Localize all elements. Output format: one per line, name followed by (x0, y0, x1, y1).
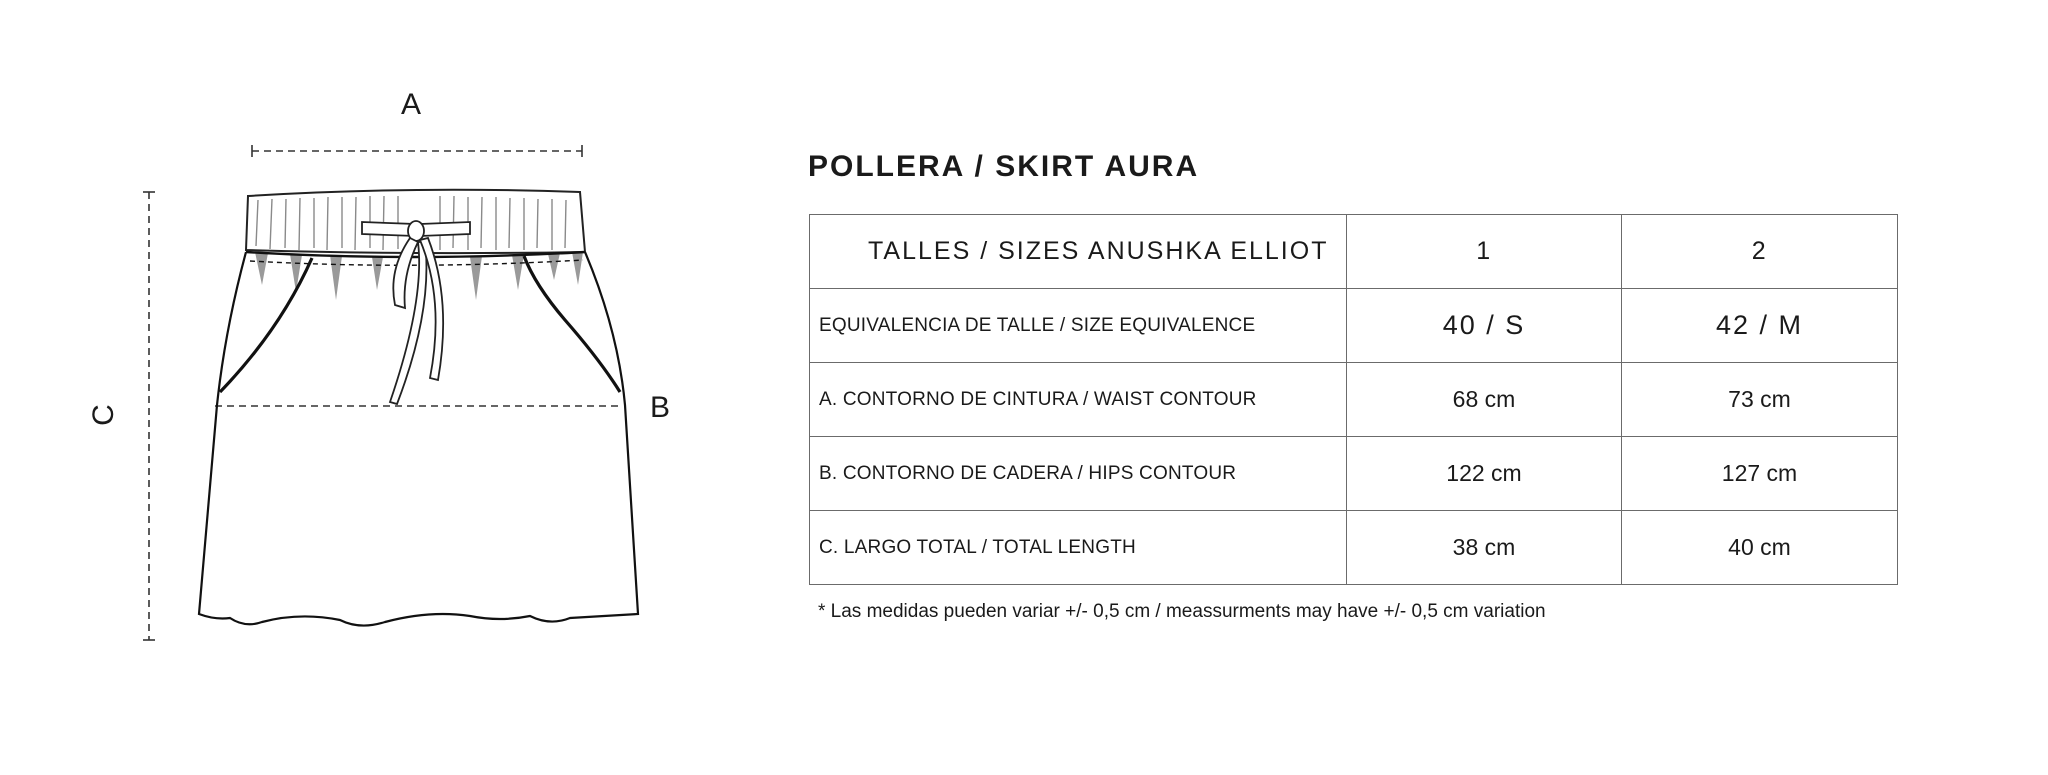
cell-size-1-hips: 122 cm (1347, 437, 1622, 511)
table-row (810, 511, 1898, 585)
row-label-waist: A. CONTORNO DE CINTURA / WAIST CONTOUR (810, 363, 1347, 437)
row-label-size-equivalence: EQUIVALENCIA DE TALLE / SIZE EQUIVALENCE (810, 289, 1347, 363)
measurement-note: * Las medidas pueden variar +/- 0,5 cm / meassurments may have +/- 0,5 cm variation (818, 601, 1546, 622)
dimension-c-label: C (86, 404, 120, 426)
size-chart-table (809, 214, 1898, 585)
cell-size-2-hips: 127 cm (1622, 437, 1898, 511)
table-header-row (810, 215, 1898, 289)
cell-size-1-equivalence: 40 / S (1347, 289, 1622, 363)
table-row (810, 289, 1898, 363)
table-row (810, 437, 1898, 511)
skirt-diagram (0, 0, 760, 775)
table-row (810, 363, 1898, 437)
cell-size-2-length: 40 cm (1622, 511, 1898, 585)
dimension-a-label: A (401, 88, 422, 121)
cell-size-1-length: 38 cm (1347, 511, 1622, 585)
skirt-sketch (0, 0, 760, 775)
cell-size-1-waist: 68 cm (1347, 363, 1622, 437)
dimension-c-line (143, 192, 155, 640)
table-header-label: TALLES / SIZES ANUSHKA ELLIOT (810, 215, 1347, 289)
table-header-size-1: 1 (1347, 215, 1622, 289)
dimension-b-label: B (650, 391, 671, 424)
row-label-hips: B. CONTORNO DE CADERA / HIPS CONTOUR (810, 437, 1347, 511)
page-title: POLLERA / SKIRT AURA (808, 150, 1200, 183)
table-header-size-2: 2 (1622, 215, 1898, 289)
dimension-a-line (252, 145, 582, 157)
row-label-length: C. LARGO TOTAL / TOTAL LENGTH (810, 511, 1347, 585)
cell-size-2-waist: 73 cm (1622, 363, 1898, 437)
cell-size-2-equivalence: 42 / M (1622, 289, 1898, 363)
